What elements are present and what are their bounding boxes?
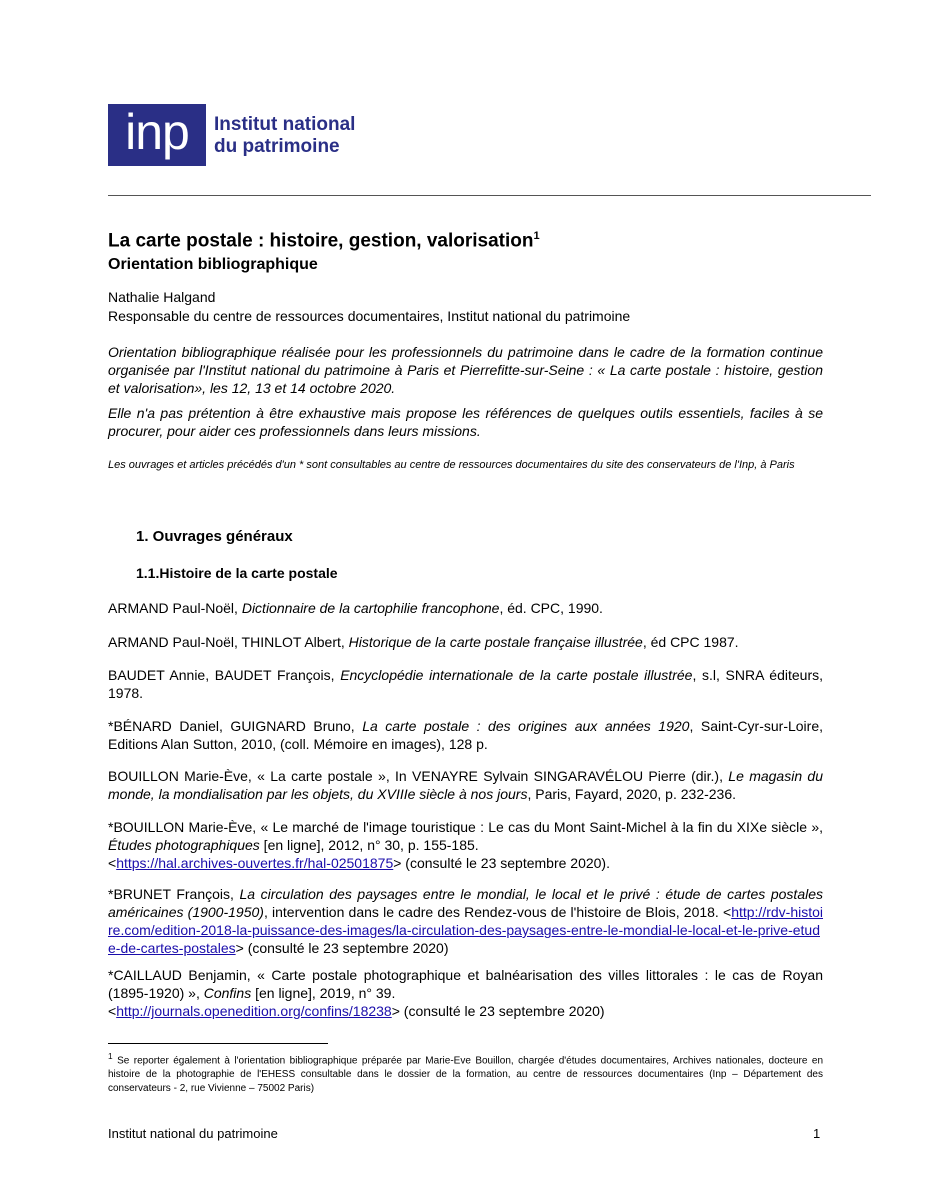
- author-role: Responsable du centre de ressources documentaires, Institut national du patrimoine: [108, 308, 631, 324]
- bib-entry-title: Le magasin du monde, la mondialisation par les objets, du XVIIIe siècle à nos jours: [108, 768, 823, 802]
- bib-entry-4: [108, 717, 823, 753]
- title-text: La carte postale : histoire, gestion, valorisation: [108, 230, 534, 252]
- bib-entry-details: [en ligne], 2012, n° 30, p. 155-185.: [259, 837, 479, 853]
- document-subtitle: Orientation bibliographique: [108, 256, 318, 273]
- logo-line-2: du patrimoine: [214, 136, 340, 157]
- header-divider: [108, 195, 871, 196]
- document-title: [108, 230, 540, 252]
- bib-entry-link[interactable]: http://journals.openedition.org/confins/18238: [116, 1003, 392, 1019]
- bib-entry-link[interactable]: http://rdv-histoire.com/edition-2018-la-puissance-des-images/la-circulation-des-paysages-entre-le-mondial-le-local-et-le-prive-etude-de-cartes-postales: [108, 904, 824, 956]
- bib-entry-8: *CAILLAUD Benjamin, « Carte postale photographique et balnéarisation des villes littorales : le cas de Royan (1895-1920) », Confins [en ligne], 2019, n° 39. <http://journals.openedition.org/confins/18238> (consulté le 23 septembre 2020): [108, 967, 823, 1019]
- bib-entry-author: ARMAND Paul-Noël,: [108, 600, 242, 616]
- title-footnote-ref: 1: [533, 230, 540, 242]
- bib-entry-author: *BOUILLON Marie-Ève, « Le marché de l'image touristique : Le cas du Mont Saint-Michel à la fin du XIXe siècle »,: [108, 819, 823, 835]
- bib-entry-2: [108, 633, 823, 651]
- bib-entry-author: ARMAND Paul-Noël, THINLOT Albert,: [108, 634, 349, 650]
- section-heading-1-1: 1.1.Histoire de la carte postale: [136, 565, 338, 581]
- bib-entry-details: , éd CPC 1987.: [642, 634, 739, 650]
- bib-entry-3: [108, 666, 823, 702]
- bib-entry-title: Encyclopédie internationale de la carte postale illustrée: [340, 667, 693, 683]
- bib-entry-details: , Paris, Fayard, 2020, p. 232-236.: [527, 786, 737, 802]
- bib-entry-author: *BRUNET François,: [108, 886, 240, 902]
- bib-entry-title: Historique de la carte postale française illustrée: [348, 634, 643, 650]
- bib-entry-details: [en ligne], 2019, n° 39.: [251, 985, 396, 1001]
- bib-entry-title: Confins: [203, 985, 252, 1001]
- footnote-text: Se reporter également à l'orientation bibliographique préparée par Marie-Eve Bouillon, chargée d'études documentaires, Archives nationales, docteure en histoire de la photographie de l'EHESS consultable dans le dossier de la formation, au centre de ressources documentaires (Inp – Département des conservateurs - 2, rue Vivienne – 75002 Paris): [108, 1055, 824, 1095]
- bib-entry-details: , s.l, SNRA éditeurs, 1978.: [108, 667, 823, 701]
- bib-entry-author: BAUDET Annie, BAUDET François,: [108, 667, 341, 683]
- bib-entry-7: *BRUNET François, La circulation des paysages entre le mondial, le local et le privé : étude de cartes postales américaines (1900-1950), intervention dans le cadre des Rendez-vous de l'histoire de Blois, 2018. <http://rdv-histoire.com/edition-2018-la-puissance-des-images/la-circulation-des-paysages-entre-le-mondial-le-local-et-le-prive-etude-de-cartes-postales> (consulté le 23 septembre 2020): [108, 886, 824, 956]
- bib-entry-title: Dictionnaire de la cartophilie francophone: [241, 600, 500, 616]
- footnote: [108, 1049, 823, 1096]
- bib-entry-consulted: (consulté le 23 septembre 2020): [399, 1003, 605, 1019]
- bib-entry-6: *BOUILLON Marie-Ève, « Le marché de l'image touristique : Le cas du Mont Saint-Michel à la fin du XIXe siècle », Études photographiques [en ligne], 2012, n° 30, p. 155-185. <https://hal.archives-ouvertes.fr/hal-02501875> (consulté le 23 septembre 2020).: [108, 819, 823, 871]
- bib-entry-5: [108, 767, 823, 803]
- footnote-number: 1: [108, 1051, 113, 1061]
- bib-entry-author: BOUILLON Marie-Ève, « La carte postale », In VENAYRE Sylvain SINGARAVÉLOU Pierre (dir.),: [108, 768, 729, 784]
- bib-entry-1: [108, 599, 823, 617]
- bib-entry-details: , éd. CPC, 1990.: [499, 600, 603, 616]
- inp-logo-text: [214, 114, 355, 158]
- inp-logo-mark: inp: [108, 104, 206, 166]
- bib-entry-details: , Saint-Cyr-sur-Loire, Editions Alan Sutton, 2010, (coll. Mémoire en images), 128 p.: [108, 718, 823, 752]
- section-heading-1: 1. Ouvrages généraux: [136, 528, 293, 545]
- footnote-divider: [108, 1043, 328, 1044]
- bib-entry-author: *CAILLAUD Benjamin, « Carte postale photographique et balnéarisation des villes littorales : le cas de Royan (1895-1920) »,: [108, 967, 823, 1001]
- intro-paragraph-1: Orientation bibliographique réalisée pour les professionnels du patrimoine dans le cadre de la formation continue organisée par l'Institut national du patrimoine à Paris et Pierrefitte-sur-Seine : « La carte postale : histoire, gestion et valorisation», les 12, 13 et 14 octobre 2020.: [108, 344, 823, 396]
- intro-paragraph-2: Elle n'a pas prétention à être exhaustive mais propose les références de quelques outils essentiels, faciles à se procurer, pour aider ces professionnels dans leurs missions.: [108, 405, 823, 439]
- footer-institution: Institut national du patrimoine: [108, 1126, 278, 1141]
- bib-entry-author: *BÉNARD Daniel, GUIGNARD Bruno,: [108, 718, 363, 734]
- bib-entry-title: La carte postale : des origines aux années 1920: [362, 718, 690, 734]
- logo-line-1: Institut national: [214, 114, 356, 135]
- bib-entry-consulted: (consulté le 23 septembre 2020): [243, 940, 449, 956]
- intro-note: Les ouvrages et articles précédés d'un * sont consultables au centre de ressources documentaires du site des conservateurs de l'Inp, à Paris: [108, 459, 795, 471]
- bib-entry-consulted: (consulté le 23 septembre 2020).: [401, 855, 610, 871]
- bib-entry-title: Études photographiques: [108, 837, 260, 853]
- page-number: 1: [813, 1126, 821, 1141]
- bib-entry-link[interactable]: https://hal.archives-ouvertes.fr/hal-02501875: [116, 855, 394, 871]
- bib-entry-title: La circulation des paysages entre le mondial, le local et le privé : étude de cartes postales américaines (1900-1950): [108, 886, 824, 920]
- bib-entry-details: , intervention dans le cadre des Rendez-vous de l'histoire de Blois, 2018.: [263, 904, 719, 920]
- author-name: Nathalie Halgand: [108, 289, 216, 305]
